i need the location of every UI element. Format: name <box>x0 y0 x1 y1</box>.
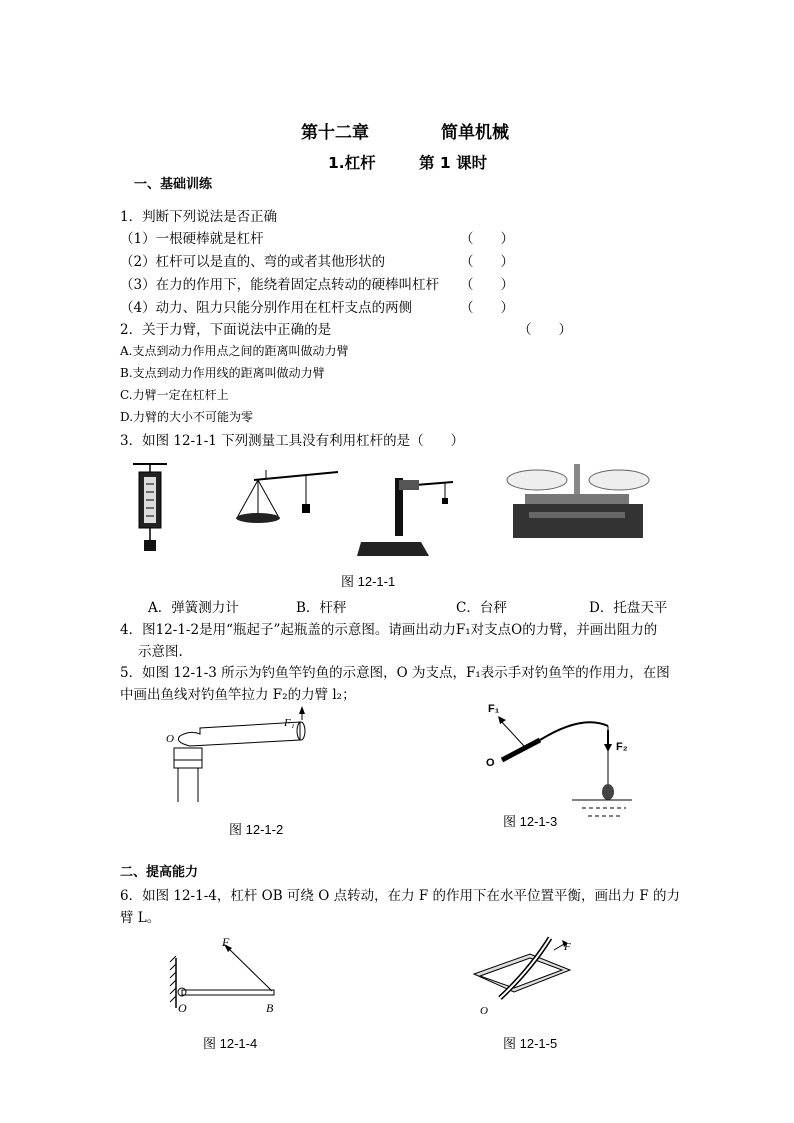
figure-caption-12-1-2: 图 12-1-2 <box>229 822 284 837</box>
force-label-f: F <box>222 935 230 949</box>
question-6-line-2: 臂 L。 <box>120 910 161 926</box>
figure-caption-12-1-1: 图 12-1-1 <box>341 574 396 589</box>
lever-ob-diagram <box>168 935 288 1018</box>
question-2-option: B.支点到动力作用线的距离叫做动力臂 <box>120 366 325 380</box>
question-3-option-b: B．杆秤 <box>296 600 347 616</box>
question-4-line-1: 4．图12-1-2是用“瓶起子”起瓶盖的示意图。请画出动力F₁对支点O的力臂，并画出阻力的 <box>120 622 658 638</box>
question-1-item: （3）在力的作用下，能绕着固定点转动的硬棒叫杠杆 <box>120 277 440 293</box>
end-label-b: B <box>266 1001 274 1015</box>
question-3-stem: 3．如图 12-1-1 下列测量工具没有利用杠杆的是（ ） <box>120 433 465 449</box>
bottle-opener-diagram <box>160 712 320 807</box>
answer-bracket: （ ） <box>518 322 572 338</box>
force-label-f1: F₁ <box>284 717 295 729</box>
question-3-option-d: D．托盘天平 <box>589 600 668 616</box>
question-5-line-2: 中画出鱼线对钓鱼竿拉力 F₂的力臂 l₂； <box>120 687 356 703</box>
question-5-line-1: 5．如图 12-1-3 所示为钓鱼竿钓鱼的示意图，O 为支点，F₁表示手对钓鱼竿的作用力，在图 <box>120 665 670 681</box>
chapter-number: 第十二章 <box>301 123 369 143</box>
force-label-f2: F₂ <box>616 741 628 753</box>
answer-bracket: （ ） <box>460 277 514 293</box>
question-2-stem: 2．关于力臂，下面说法中正确的是 <box>120 322 332 338</box>
answer-bracket: （ ） <box>460 231 514 247</box>
force-label-f: F <box>564 941 571 953</box>
figure-caption-12-1-4: 图 12-1-4 <box>203 1036 258 1051</box>
balance-scale-illustration <box>505 462 650 542</box>
question-1-item: （1）一根硬棒就是杠杆 <box>120 231 264 247</box>
chapter-title: 简单机械 <box>441 123 509 143</box>
question-1-stem: 1．判断下列说法是否正确 <box>120 209 278 225</box>
question-2-option: A.支点到动力作用点之间的距离叫做动力臂 <box>120 344 349 358</box>
session-title: 第 1 课时 <box>419 154 488 172</box>
pivot-label-o: O <box>178 1001 187 1015</box>
answer-bracket: （ ） <box>460 254 514 270</box>
pivot-label-o: O <box>480 1005 488 1017</box>
opener-lever-diagram <box>470 930 580 1020</box>
figure-caption-12-1-3: 图 12-1-3 <box>503 814 558 829</box>
question-1-item: （4）动力、阻力只能分别作用在杠杆支点的两侧 <box>120 300 413 316</box>
question-2-option: D.力臂的大小不可能为零 <box>120 410 254 424</box>
steelyard-illustration <box>232 468 342 530</box>
question-2-option: C.力臂一定在杠杆上 <box>120 388 229 402</box>
section-basic-training: 一、基础训练 <box>134 177 213 192</box>
figure-caption-12-1-5: 图 12-1-5 <box>503 1036 558 1051</box>
pivot-label-o: O <box>166 733 174 745</box>
question-4-line-2: 示意图. <box>138 644 183 660</box>
question-3-option-c: C．台秤 <box>456 600 507 616</box>
section-improvement: 二、提高能力 <box>120 865 199 880</box>
platform-scale-illustration <box>355 470 465 560</box>
lesson-title: 1.杠杆 <box>328 154 376 172</box>
answer-bracket: （ ） <box>460 300 514 316</box>
question-3-option-a: A．弹簧测力计 <box>148 600 239 616</box>
spring-scale-illustration <box>125 460 175 555</box>
question-1-item: （2）杠杆可以是直的、弯的或者其他形状的 <box>120 254 386 270</box>
question-6-line-1: 6．如图 12-1-4，杠杆 OB 可绕 O 点转动，在力 F 的作用下在水平位置平衡，画出力 F 的力 <box>120 888 680 904</box>
pivot-label-o: O <box>486 757 495 769</box>
force-label-f1: F₁ <box>488 703 500 715</box>
